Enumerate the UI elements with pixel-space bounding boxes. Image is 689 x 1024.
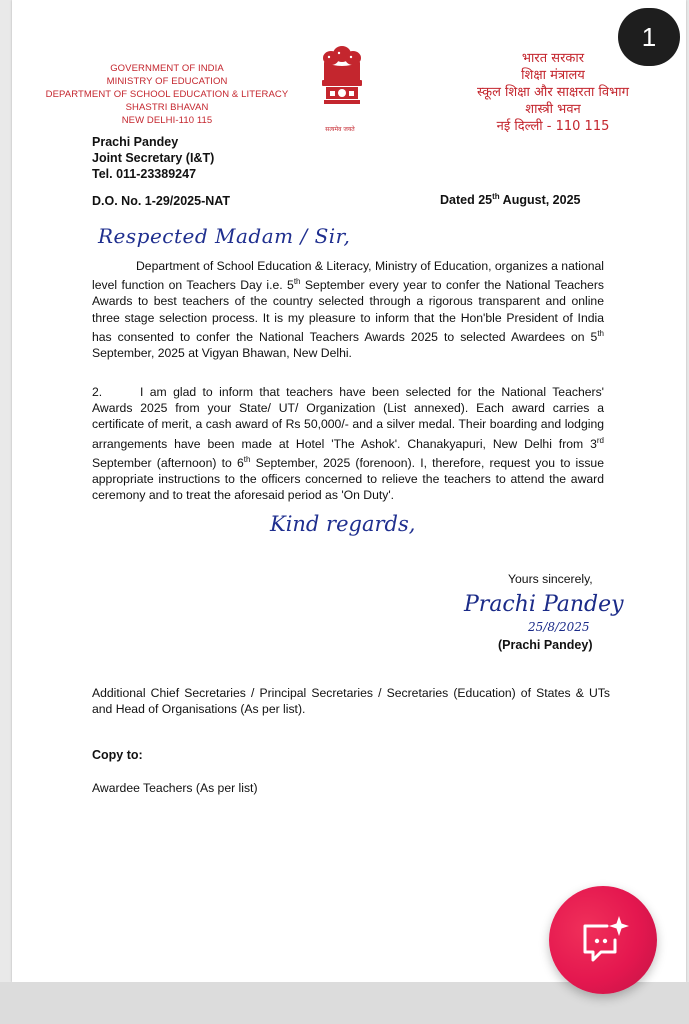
paragraph-2: 2. I am glad to inform that teachers have been selected for the National Teachers' Awards 2025 from your State/ UT/ Organization (List annexed). Each award carries a certificate of merit, a cash award of Rs 50,000/- and a silver medal. Their boarding and lodging arrangements have been made at Hotel 'The Ashok'. Chanakyapuri, New Delhi from 3rd September (afternoon) to 6th September, 2025 (forenoon). I, therefore, request you to issue appropriate instructions to the officers concerned to relieve the teachers to attend the award ceremony and to treat the aforesaid period as 'On Duty'. bbox=[92, 385, 604, 503]
letterhead-hi-line: स्कूल शिक्षा और साक्षरता विभाग bbox=[477, 85, 629, 100]
sender-designation: Joint Secretary (I&T) bbox=[92, 151, 215, 165]
letterhead-en-line: GOVERNMENT OF INDIA bbox=[110, 63, 224, 74]
do-number: D.O. No. 1-29/2025-NAT bbox=[92, 194, 231, 208]
copy-to-text: Awardee Teachers (As per list) bbox=[92, 781, 258, 795]
handwritten-regards: Kind regards, bbox=[270, 512, 416, 536]
letterhead-hi-line: शास्त्री भवन bbox=[525, 102, 581, 117]
ai-chat-button[interactable] bbox=[549, 886, 657, 994]
letterhead-en-line: DEPARTMENT OF SCHOOL EDUCATION & LITERACY bbox=[45, 89, 289, 100]
sender-block bbox=[92, 134, 214, 182]
emblem-motto: सत्यमेव जयते bbox=[325, 126, 355, 133]
copy-to-label: Copy to: bbox=[92, 748, 143, 762]
letterhead-hi-line: नई दिल्ली - 110 115 bbox=[496, 119, 610, 134]
letterhead-hi-line: भारत सरकार bbox=[521, 51, 585, 66]
signatory-name: (Prachi Pandey) bbox=[498, 638, 593, 652]
paragraph-1: Department of School Education & Literacy, Ministry of Education, organizes a national level function on Teachers Day i.e. 5th September every year to confer the National Teachers Awards to best teachers of the country selected through a rigorous transparent and online three stage selection process. It is my pleasure to inform that the Hon'ble President of India has consented to confer the National Teachers Awards 2025 to selected Awardees on 5th September, 2025 at Vigyan Bhawan, New Delhi. bbox=[92, 259, 604, 361]
letterhead-en-line: NEW DELHI-110 115 bbox=[121, 115, 213, 126]
letter-page bbox=[12, 0, 686, 982]
sender-phone: Tel. 011-23389247 bbox=[92, 167, 197, 181]
letterhead-en-line: SHASTRI BHAVAN bbox=[125, 102, 209, 113]
page-count-badge[interactable]: 1 bbox=[618, 8, 680, 66]
handwritten-salutation: Respected Madam / Sir, bbox=[98, 224, 351, 248]
letter-date: Dated 25th August, 2025 bbox=[440, 192, 581, 208]
addressee: Additional Chief Secretaries / Principal Secretaries / Secretaries (Education) of States & UTs and Head of Organisations (As per list). bbox=[92, 686, 610, 717]
sparkle-chat-icon bbox=[549, 886, 657, 994]
sender-name: Prachi Pandey bbox=[92, 135, 179, 149]
letterhead-english bbox=[32, 62, 302, 127]
letterhead-hi-line: शिक्षा मंत्रालय bbox=[521, 68, 585, 83]
signature: Prachi Pandey bbox=[464, 592, 624, 617]
letterhead-en-line: MINISTRY OF EDUCATION bbox=[106, 76, 228, 87]
signature-date: 25/8/2025 bbox=[528, 620, 590, 634]
closing: Yours sincerely, bbox=[508, 572, 593, 586]
national-emblem-icon bbox=[310, 40, 374, 132]
